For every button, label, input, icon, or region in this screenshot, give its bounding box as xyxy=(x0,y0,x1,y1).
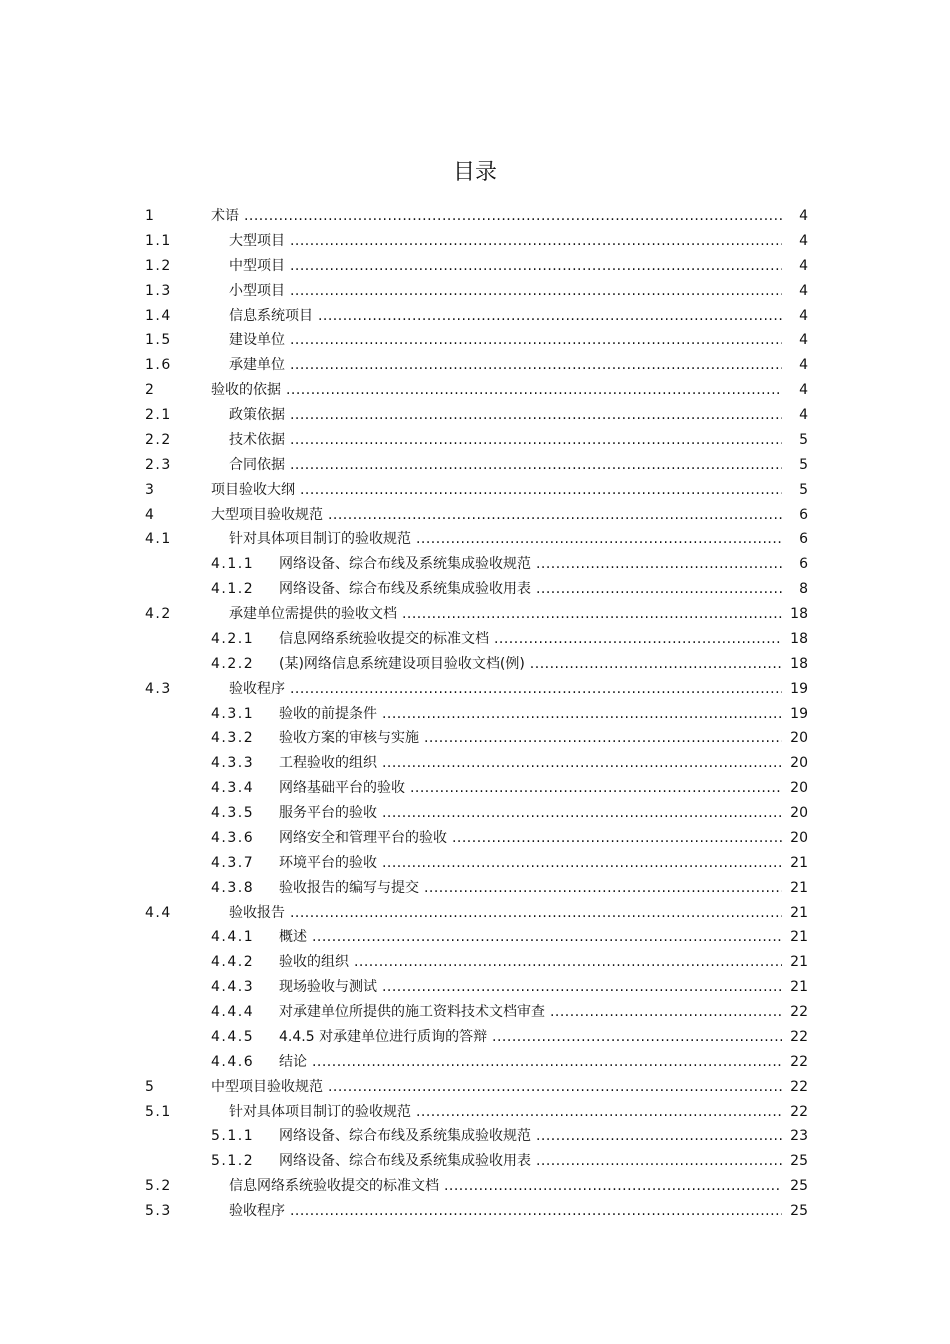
toc-entry-number: 4.3.8 xyxy=(211,879,255,896)
toc-entry-page-number: 5 xyxy=(799,431,808,448)
toc-entry-page-number: 21 xyxy=(790,929,808,946)
toc-entry-number: 4.3.5 xyxy=(211,805,255,821)
toc-entry-page-number: 6 xyxy=(799,506,808,523)
toc-entry-title[interactable]: 验收的前提条件 ..... xyxy=(279,702,782,727)
toc-entry-title[interactable]: 结论 ..... xyxy=(279,1050,782,1075)
toc-entry-title[interactable]: (某)网络信息系统建设项目验收文档(例) ..... xyxy=(279,652,782,677)
toc-entry[interactable] xyxy=(145,876,808,901)
toc-entry-title[interactable]: 技术依据 ..... xyxy=(229,428,782,453)
toc-entry[interactable] xyxy=(145,801,808,826)
toc-entry-page-number: 22 xyxy=(790,1053,808,1070)
toc-entry-title[interactable]: 验收程序 ..... xyxy=(229,1199,782,1224)
toc-entry-number: 5.1.1 xyxy=(211,1128,255,1145)
toc-entry-title[interactable]: 信息网络系统验收提交的标准文档 ..... xyxy=(229,1174,782,1199)
toc-entry[interactable] xyxy=(145,204,808,229)
toc-entry-page-number: 22 xyxy=(790,1004,808,1020)
toc-entry-page-number: 25 xyxy=(790,1203,808,1219)
toc-entry-number: 2.3 xyxy=(145,456,172,473)
toc-entry-page-number: 21 xyxy=(790,854,808,871)
toc-entry[interactable] xyxy=(145,353,808,378)
toc-entry-page-number: 21 xyxy=(790,979,808,996)
toc-entry-title[interactable]: 网络设备、综合布线及系统集成验收用表 ..... xyxy=(279,577,782,602)
toc-entry[interactable] xyxy=(145,751,808,776)
toc-entry-page-number: 21 xyxy=(790,904,808,921)
toc-entry-number: 5.1.2 xyxy=(211,1153,255,1170)
toc-entry-number: 4.3.2 xyxy=(211,730,255,747)
toc-entry-number: 1.4 xyxy=(145,307,172,324)
toc-entry-page-number: 21 xyxy=(790,954,808,971)
toc-entry-number: 4.3.6 xyxy=(211,829,255,846)
toc-entry-title[interactable]: 政策依据 ..... xyxy=(229,403,782,428)
toc-entry[interactable] xyxy=(145,975,808,1000)
toc-entry-page-number: 22 xyxy=(790,1028,808,1045)
toc-entry-number: 4 xyxy=(145,506,156,523)
toc-entry-page-number: 21 xyxy=(790,879,808,896)
toc-entry-number: 4.4.3 xyxy=(211,979,255,996)
toc-entry[interactable] xyxy=(145,1000,808,1025)
toc-entry-title[interactable]: 大型项目 ..... xyxy=(229,229,782,254)
toc-entry-title[interactable]: 中型项目 ..... xyxy=(229,254,782,279)
toc-entry-title[interactable]: 术语 ..... xyxy=(211,204,782,229)
toc-entry-title[interactable]: 网络基础平台的验收 ..... xyxy=(279,776,782,801)
toc-entry[interactable] xyxy=(145,577,808,602)
toc-entry[interactable] xyxy=(145,627,808,652)
toc-entry[interactable] xyxy=(145,229,808,254)
toc-entry[interactable] xyxy=(145,378,808,403)
toc-entry-title[interactable]: 对承建单位所提供的施工资料技术文档审查 ..... xyxy=(279,1000,782,1025)
toc-entry-number: 4.3 xyxy=(145,680,172,697)
toc-entry[interactable] xyxy=(145,304,808,329)
toc-entry[interactable] xyxy=(145,1025,808,1050)
toc-entry-title[interactable]: 合同依据 ..... xyxy=(229,453,782,478)
toc-entry-title[interactable]: 小型项目 ..... xyxy=(229,279,782,304)
toc-entry-page-number: 25 xyxy=(790,1178,808,1195)
toc-entry-title[interactable]: 承建单位需提供的验收文档 ..... xyxy=(229,602,782,627)
toc-entry-title[interactable]: 验收报告的编写与提交 ..... xyxy=(279,876,782,901)
toc-entry[interactable] xyxy=(145,726,808,751)
toc-entry-page-number: 5 xyxy=(799,481,808,498)
toc-entry-number: 1.2 xyxy=(145,257,172,274)
toc-entry[interactable] xyxy=(145,403,808,428)
toc-entry-title[interactable]: 现场验收与测试 ..... xyxy=(279,975,782,1000)
toc-entry-number: 4.2.1 xyxy=(211,630,255,647)
toc-entry-page-number: 4 xyxy=(799,382,808,399)
toc-entry-number: 4.4.1 xyxy=(211,929,255,946)
toc-entry-page-number: 25 xyxy=(790,1153,808,1170)
toc-entry-title[interactable]: 验收的组织 ..... xyxy=(279,950,782,975)
toc-entry[interactable] xyxy=(145,702,808,727)
toc-entry-title[interactable]: 验收程序 ..... xyxy=(229,677,782,702)
toc-entry-page-number: 19 xyxy=(790,705,808,722)
toc-entry-title[interactable]: 信息网络系统验收提交的标准文档 ..... xyxy=(279,627,782,652)
toc-entry[interactable] xyxy=(145,1174,808,1199)
toc-entry[interactable] xyxy=(145,677,808,702)
toc-entry-number: 5 xyxy=(145,1078,156,1095)
toc-entry[interactable] xyxy=(145,602,808,627)
toc-entry[interactable] xyxy=(145,925,808,950)
toc-entry-number: 4.3.4 xyxy=(211,780,255,797)
toc-entry[interactable] xyxy=(145,826,808,851)
toc-entry-page-number: 20 xyxy=(790,829,808,846)
toc-entry[interactable] xyxy=(145,1149,808,1174)
toc-entry-title[interactable]: 验收方案的审核与实施 ..... xyxy=(279,726,782,751)
toc-entry-number: 4.1.1 xyxy=(211,556,255,573)
toc-entry-page-number: 18 xyxy=(790,630,808,647)
toc-entry-number: 5.1 xyxy=(145,1103,172,1120)
toc-entry-number: 1.3 xyxy=(145,282,172,299)
toc-entry-number: 1.6 xyxy=(145,357,172,374)
toc-entry-title[interactable]: 网络设备、综合布线及系统集成验收规范 ..... xyxy=(279,552,782,577)
toc-entry[interactable] xyxy=(145,254,808,279)
toc-entry-number: 1 xyxy=(145,208,156,224)
toc-entry-page-number: 4 xyxy=(799,357,808,374)
toc-entry[interactable] xyxy=(145,428,808,453)
toc-entry-page-number: 20 xyxy=(790,730,808,747)
toc-entry-page-number: 20 xyxy=(790,805,808,821)
toc-entry[interactable] xyxy=(145,851,808,876)
toc-title: 目录 xyxy=(452,160,497,185)
toc-entry[interactable] xyxy=(145,453,808,478)
toc-entry-page-number: 23 xyxy=(790,1128,808,1145)
toc-entry-title[interactable]: 针对具体项目制订的验收规范 ..... xyxy=(229,527,782,552)
toc-entry-number: 2 xyxy=(145,382,156,399)
toc-entry-title[interactable]: 网络安全和管理平台的验收 ..... xyxy=(279,826,782,851)
toc-entry-number: 1.5 xyxy=(145,332,172,349)
toc-entry-page-number: 18 xyxy=(790,655,808,672)
toc-entry-page-number: 6 xyxy=(799,556,808,573)
toc-entry[interactable] xyxy=(145,950,808,975)
toc-entry-page-number: 4 xyxy=(799,282,808,299)
toc-entry-title[interactable]: 4.4.5 对承建单位进行质询的答辩 ..... xyxy=(279,1025,782,1050)
toc-entry-number: 4.1.2 xyxy=(211,581,255,598)
toc-entry-number: 4.4.2 xyxy=(211,954,255,971)
toc-entry-page-number: 4 xyxy=(799,307,808,324)
toc-entry-number: 4.3.3 xyxy=(211,755,255,772)
toc-entry-number: 2.2 xyxy=(145,431,172,448)
toc-entry[interactable] xyxy=(145,1100,808,1125)
toc-entry-page-number: 4 xyxy=(799,332,808,349)
table-of-contents xyxy=(145,204,808,1224)
toc-entry-title[interactable]: 针对具体项目制订的验收规范 ..... xyxy=(229,1100,782,1125)
toc-entry-title[interactable]: 验收报告 ..... xyxy=(229,901,782,926)
toc-entry-title[interactable]: 中型项目验收规范 ..... xyxy=(211,1075,782,1100)
toc-entry[interactable] xyxy=(145,503,808,528)
toc-entry-number: 5.2 xyxy=(145,1178,172,1195)
toc-entry-number: 3 xyxy=(145,481,156,498)
toc-entry[interactable] xyxy=(145,527,808,552)
toc-entry-page-number: 4 xyxy=(799,407,808,423)
toc-entry-number: 4.3.7 xyxy=(211,854,255,871)
toc-entry[interactable] xyxy=(145,328,808,353)
toc-entry-number: 1.1 xyxy=(145,232,172,249)
toc-entry-title[interactable]: 网络设备、综合布线及系统集成验收规范 ..... xyxy=(279,1124,782,1149)
toc-entry[interactable] xyxy=(145,552,808,577)
toc-entry-number: 4.4 xyxy=(145,904,172,921)
toc-entry-page-number: 4 xyxy=(799,257,808,274)
toc-entry[interactable] xyxy=(145,478,808,503)
toc-entry-number: 4.1 xyxy=(145,531,172,548)
toc-entry-number: 4.4.4 xyxy=(211,1004,255,1020)
toc-entry[interactable] xyxy=(145,901,808,926)
toc-entry-number: 4.4.5 xyxy=(211,1028,255,1045)
toc-entry-page-number: 4 xyxy=(799,232,808,249)
toc-entry-number: 4.3.1 xyxy=(211,705,255,722)
toc-entry-page-number: 6 xyxy=(799,531,808,548)
toc-entry-title[interactable]: 验收的依据 ..... xyxy=(211,378,782,403)
toc-entry-title[interactable]: 信息系统项目 ..... xyxy=(229,304,782,329)
toc-entry-page-number: 22 xyxy=(790,1078,808,1095)
toc-entry-title[interactable]: 项目验收大纲 ..... xyxy=(211,478,782,503)
toc-entry-page-number: 18 xyxy=(790,606,808,622)
toc-entry-page-number: 20 xyxy=(790,755,808,772)
toc-entry[interactable] xyxy=(145,1050,808,1075)
toc-entry-title[interactable]: 概述 ..... xyxy=(279,925,782,950)
toc-entry[interactable] xyxy=(145,776,808,801)
toc-entry-number: 4.4.6 xyxy=(211,1053,255,1070)
toc-entry-number: 4.2 xyxy=(145,606,172,622)
toc-entry-title[interactable]: 工程验收的组织 ..... xyxy=(279,751,782,776)
toc-entry-title[interactable]: 环境平台的验收 ..... xyxy=(279,851,782,876)
toc-entry-title[interactable]: 建设单位 ..... xyxy=(229,328,782,353)
toc-entry-page-number: 20 xyxy=(790,780,808,797)
toc-entry[interactable] xyxy=(145,1124,808,1149)
toc-entry-page-number: 4 xyxy=(799,208,808,224)
toc-entry-number: 2.1 xyxy=(145,407,172,423)
toc-entry-title[interactable]: 网络设备、综合布线及系统集成验收用表 ..... xyxy=(279,1149,782,1174)
toc-entry-title[interactable]: 大型项目验收规范 ..... xyxy=(211,503,782,528)
toc-entry-title[interactable]: 服务平台的验收 ..... xyxy=(279,801,782,826)
toc-entry[interactable] xyxy=(145,1075,808,1100)
toc-entry-number: 5.3 xyxy=(145,1203,172,1219)
toc-entry[interactable] xyxy=(145,652,808,677)
toc-entry-page-number: 8 xyxy=(799,581,808,598)
toc-entry-page-number: 5 xyxy=(799,456,808,473)
toc-entry-number: 4.2.2 xyxy=(211,655,255,672)
toc-entry-title[interactable]: 承建单位 ..... xyxy=(229,353,782,378)
toc-entry-page-number: 22 xyxy=(790,1103,808,1120)
toc-entry[interactable] xyxy=(145,1199,808,1224)
toc-entry-page-number: 19 xyxy=(790,680,808,697)
toc-entry[interactable] xyxy=(145,279,808,304)
